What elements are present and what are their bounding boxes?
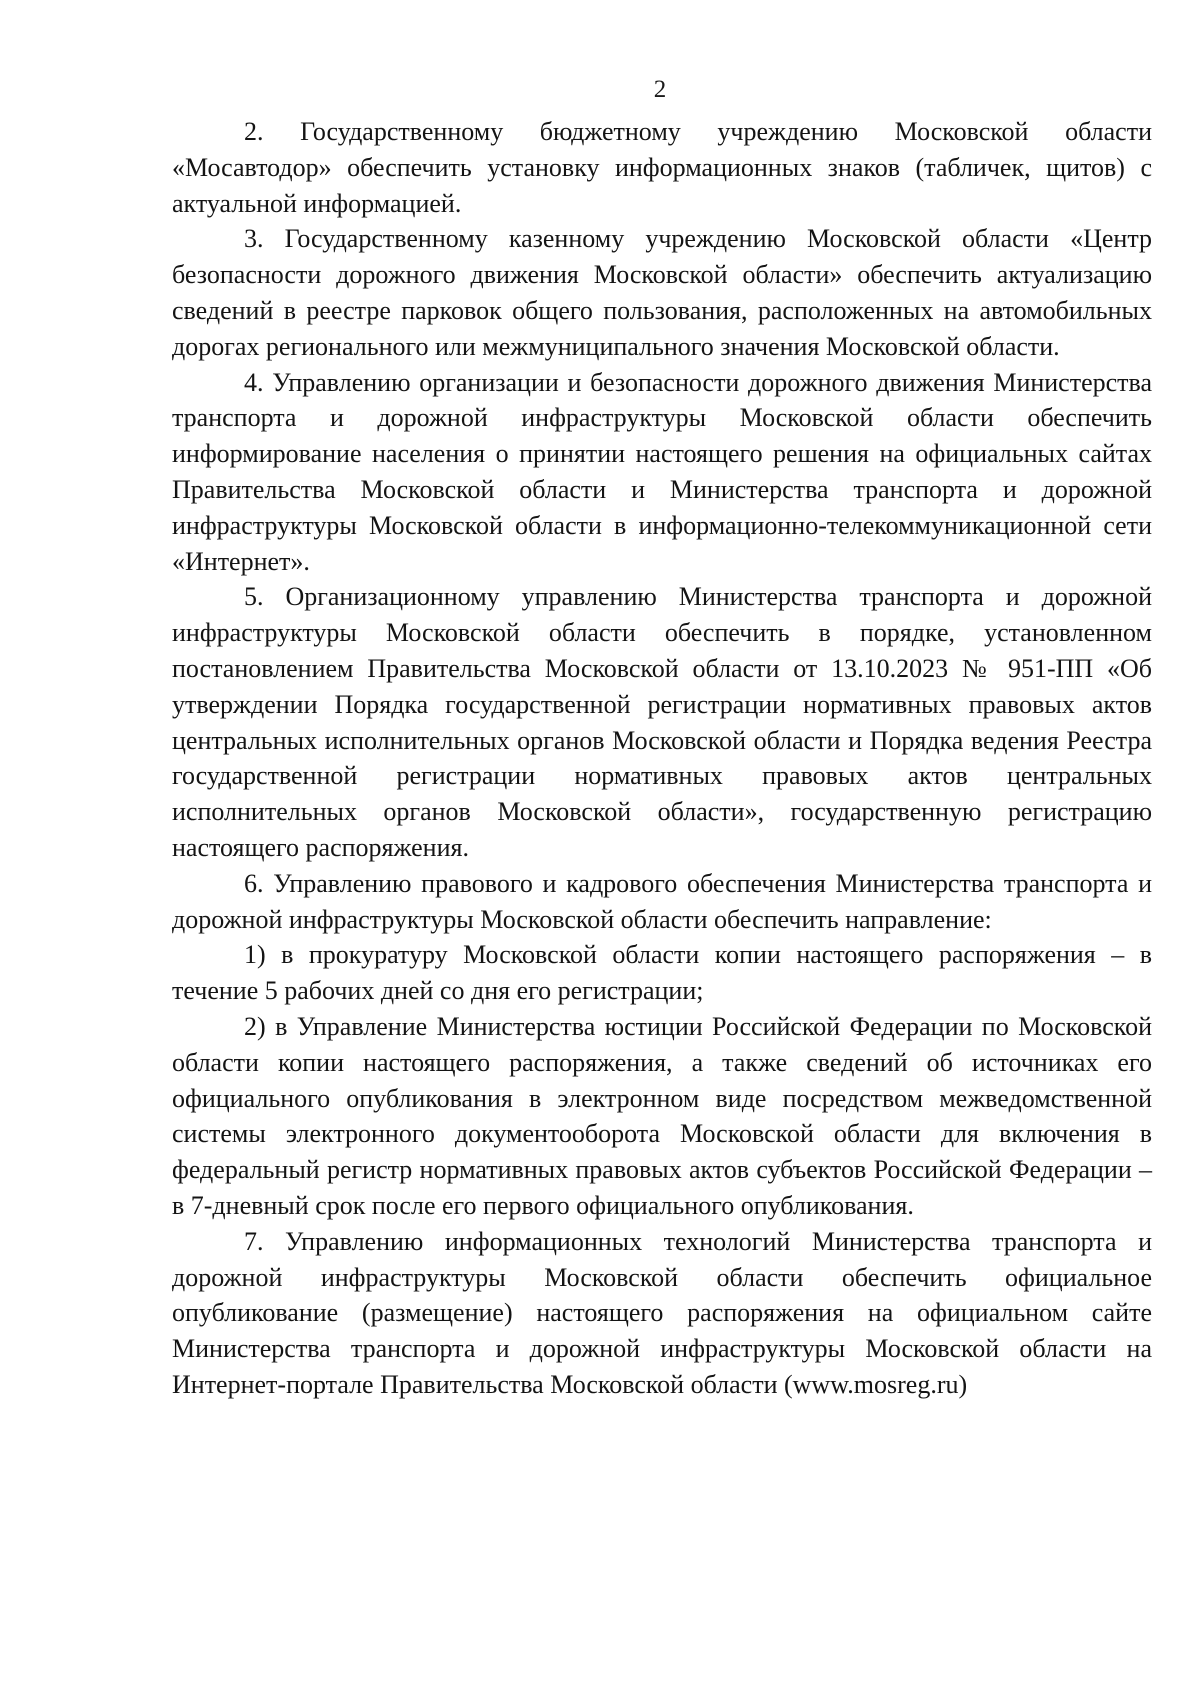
- paragraph-item-7: 7. Управлению информационных технологий Министерства транспорта и дорожной инфраструктуры Московской области обеспечить официальное опубликование (размещение) настоящего распоряжения на официальном сайте Министерства транспорта и дорожной инфраструктуры Московской области на Интернет-портале Правительства Московской области (www.mosreg.ru): [172, 1226, 1152, 1399]
- paragraph-item-4: 4. Управлению организации и безопасности дорожного движения Министерства транспорта и дорожной инфраструктуры Московской области обеспечить информирование населения о принятии настоящего решения на официальных сайтах Правительства Московской области и Министерства транспорта и дорожной инфраструктуры Московской области в информационно-телекоммуникационной сети «Интернет».: [172, 367, 1152, 576]
- paragraph-subitem-6-1: 1) в прокуратуру Московской области копии настоящего распоряжения – в течение 5 рабочих дней со дня его регистрации;: [172, 940, 1152, 1006]
- paragraph-item-2: 2. Государственному бюджетному учреждению Московской области «Мосавтодор» обеспечить установку информационных знаков (табличек, щитов) с актуальной информацией.: [172, 117, 1152, 218]
- document-body: [172, 114, 1152, 1403]
- paragraph-item-3: 3. Государственному казенному учреждению Московской области «Центр безопасности дорожного движения Московской области» обеспечить актуализацию сведений в реестре парковок общего пользования, расположенных на автомобильных дорогах регионального или межмуниципального значения Московской области.: [172, 224, 1152, 361]
- paragraph-subitem-6-2: 2) в Управление Министерства юстиции Российской Федерации по Московской области копии настоящего распоряжения, а также сведений об источниках его официального опубликования в электронном виде посредством межведомственной системы электронного документооборота Московской области для включения в федеральный регистр нормативных правовых актов субъектов Российской Федерации – в 7-дневный срок после его первого официального опубликования.: [172, 1011, 1152, 1220]
- paragraph-item-6: 6. Управлению правового и кадрового обеспечения Министерства транспорта и дорожной инфраструктуры Московской области обеспечить направление:: [172, 868, 1152, 934]
- page-number: 2: [653, 76, 667, 103]
- paragraph-item-5: 5. Организационному управлению Министерства транспорта и дорожной инфраструктуры Московской области обеспечить в порядке, установленном постановлением Правительства Московской области от 13.10.2023 № 951-ПП «Об утверждении Порядка государственной регистрации нормативных правовых актов центральных исполнительных органов Московской области и Порядка ведения Реестра государственной регистрации нормативных правовых актов центральных исполнительных органов Московской области», государственную регистрацию настоящего распоряжения.: [172, 582, 1152, 862]
